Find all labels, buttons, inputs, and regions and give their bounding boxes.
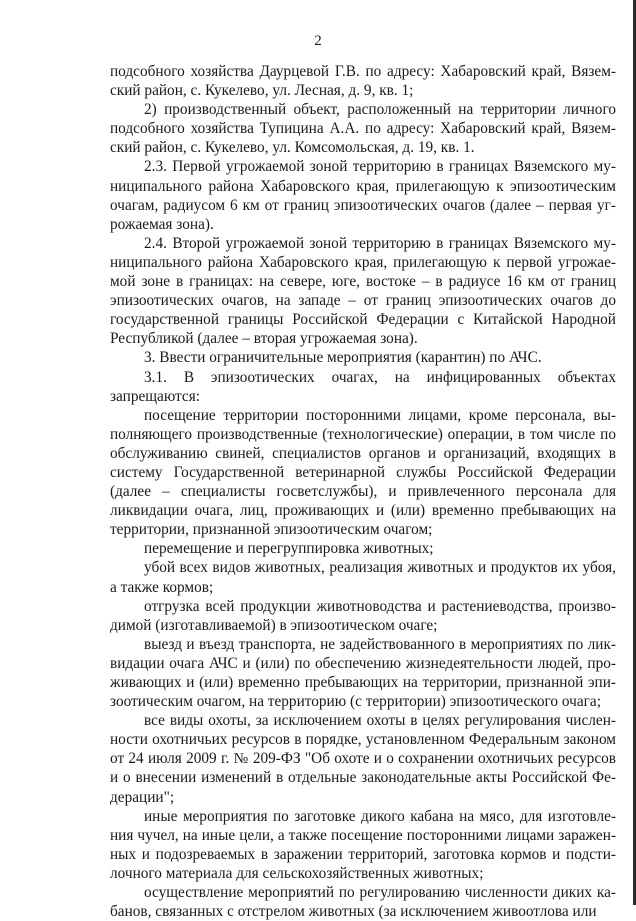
paragraph: 2) производственный объект, расположенный на территории личного подсобного хозяйства Тупицина А.А. по адресу: Хабаровский край, Вяземский район, с. Кукелево, ул. Комсомольская, д. 19, кв. 1. [110, 101, 616, 157]
paragraph: осуществление мероприятий по регулированию численности диких кабанов, связанных с отстрелом животных (за исключением живоотлова или [110, 884, 616, 921]
paragraph: посещение территории посторонними лицами, кроме персонала, выполняющего производственные (технологические) операции, в том числе по обслуживанию свиней, специалистов органов и организаций, входящих в систему Государственной ветеринарной службы Российской Федерации (далее – специалисты госветслужбы), и привлеченного персонала для ликвидации очага, лиц, проживающих и (или) временно пребывающих на территории, признанной эпизоотическим очагом; [110, 406, 616, 539]
paragraph: 2.4. Второй угрожаемой зоной территорию в границах Вяземского муниципального района Хабаровского края, прилегающую к первой угрожаемой зоне в границах: на севере, юге, востоке – в радиусе 16 км от границ эпизоотических очагов, на западе – от границ эпизоотических очагов до государственной границы Российской Федерации с Китайской Народной Республикой (далее – вторая угрожаемая зона). [110, 234, 616, 348]
paragraph: выезд и въезд транспорта, не задействованного в мероприятиях по ликвидации очага АЧС и (или) по обеспечению жизнедеятельности людей, проживающих и (или) временно пребывающих на территории, признанной эпизоотическим очагом, на территорию (с территории) эпизоотического очага; [110, 635, 616, 711]
paragraph: отгрузка всей продукции животноводства и растениеводства, производимой (изготавливаемой) в эпизоотическом очаге; [110, 597, 616, 634]
paragraph: 2.3. Первой угрожаемой зоной территорию в границах Вяземского муниципального района Хабаровского края, прилегающую к эпизоотическим очагам, радиусом 6 км от границ эпизоотических очагов (далее – первая угрожаемая зона). [110, 158, 616, 233]
paragraph: подсобного хозяйства Даурцевой Г.В. по адресу: Хабаровский край, Вяземский район, с. Кукелево, ул. Лесная, д. 9, кв. 1; [110, 63, 616, 100]
paragraph: иные мероприятия по заготовке дикого кабана на мясо, для изготовления чучел, на иные цели, а также посещение посторонними лицами зараженных и подозреваемых в заражении территорий, заготовка кормов и подстилочного материала для сельскохозяйственных животных; [110, 807, 616, 882]
page-number: 2 [314, 33, 322, 49]
paragraph: убой всех видов животных, реализация животных и продуктов их убоя, а также кормов; [110, 559, 616, 596]
document-body [110, 62, 616, 921]
paragraph: перемещение и перегруппировка животных; [144, 540, 434, 558]
paragraph: все виды охоты, за исключением охоты в целях регулирования численности охотничьих ресурсов в порядке, установленном Федеральным законом от 24 июля 2009 г. № 209-ФЗ "Об охоте и о сохранении охотничьих ресурсов и о внесении изменений в отдельные законодательные акты Российской Федерации"; [110, 712, 616, 806]
paragraph: 3.1. В эпизоотических очагах, на инфицированных объектах запрещаются: [110, 368, 616, 405]
paragraph: 3. Ввести ограничительные мероприятия (карантин) по АЧС. [144, 349, 542, 367]
